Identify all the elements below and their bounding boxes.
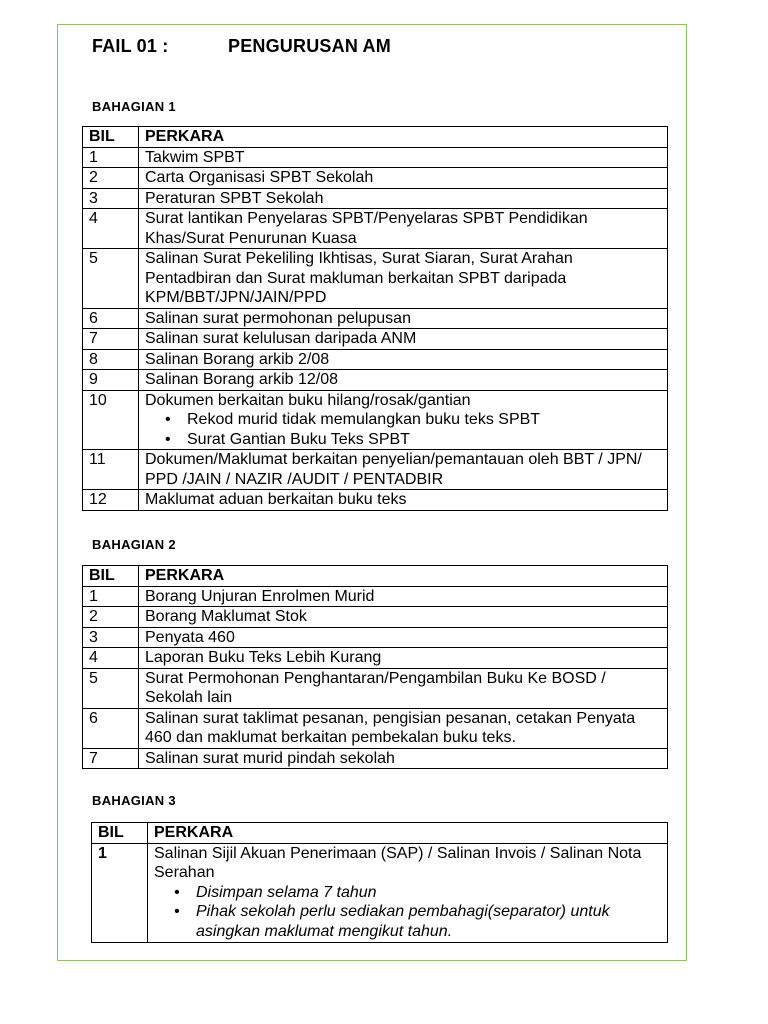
- row-number: 3: [83, 627, 139, 648]
- table-row: [83, 490, 668, 511]
- row-cell: [139, 390, 668, 450]
- row-number: 6: [83, 708, 139, 748]
- table-row: [83, 668, 668, 708]
- bullet-list: [154, 883, 661, 942]
- row-text: Peraturan SPBT Sekolah: [139, 188, 668, 209]
- table-row: [83, 390, 668, 450]
- row-number: 12: [83, 490, 139, 511]
- row-number: 11: [83, 450, 139, 490]
- table-header-row: [83, 566, 668, 587]
- bullet-list: [145, 410, 661, 449]
- row-text: Maklumat aduan berkaitan buku teks: [139, 490, 668, 511]
- row-text: Penyata 460: [139, 627, 668, 648]
- row-number: 1: [83, 586, 139, 607]
- row-text: Takwim SPBT: [139, 147, 668, 168]
- row-number: 1: [83, 147, 139, 168]
- list-item: • Disimpan selama 7 tahun: [174, 883, 661, 903]
- row-number: 5: [83, 249, 139, 309]
- row-number: 9: [83, 370, 139, 391]
- table-row: [92, 843, 668, 943]
- table-row: [83, 249, 668, 309]
- row-text: Salinan surat permohonan pelupusan: [139, 308, 668, 329]
- table-row: [83, 607, 668, 628]
- row-number: 7: [83, 748, 139, 769]
- document-title: [92, 36, 391, 57]
- table-row: [83, 450, 668, 490]
- row-number: 2: [83, 168, 139, 189]
- row-text: Surat lantikan Penyelaras SPBT/Penyelaras SPBT Pendidikan Khas/Surat Penurunan Kuasa: [139, 209, 668, 249]
- row-text: Salinan Sijil Akuan Penerimaan (SAP) / Salinan Invois / Salinan Nota Serahan: [154, 844, 642, 881]
- list-item: • Rekod murid tidak memulangkan buku teks SPBT: [165, 410, 661, 430]
- table-row: [83, 349, 668, 370]
- row-number: 5: [83, 668, 139, 708]
- row-number: 10: [83, 390, 139, 450]
- table-row: [83, 708, 668, 748]
- row-text: Dokumen berkaitan buku hilang/rosak/gantian: [145, 391, 471, 409]
- row-number: 8: [83, 349, 139, 370]
- table-row: [83, 627, 668, 648]
- column-header-bil: BIL: [83, 127, 139, 148]
- table-bahagian-2: [82, 565, 668, 769]
- table-header-row: [83, 127, 668, 148]
- table-row: [83, 370, 668, 391]
- row-text: Salinan surat murid pindah sekolah: [139, 748, 668, 769]
- row-text: Salinan Surat Pekeliling Ikhtisas, Surat Siaran, Surat Arahan Pentadbiran dan Surat makluman berkaitan SPBT daripada KPM/BBT/JPN/JAIN/PPD: [139, 249, 668, 309]
- row-number: 4: [83, 209, 139, 249]
- row-number: 1: [92, 843, 148, 943]
- row-text: Laporan Buku Teks Lebih Kurang: [139, 648, 668, 669]
- section-heading-2: BAHAGIAN 2: [92, 537, 176, 552]
- row-text: Salinan Borang arkib 2/08: [139, 349, 668, 370]
- list-item: • Pihak sekolah perlu sediakan pembahagi(separator) untuk asingkan maklumat mengikut tahun.: [174, 902, 661, 941]
- table-row: [83, 147, 668, 168]
- table-row: [83, 586, 668, 607]
- table-row: [83, 329, 668, 350]
- column-header-bil: BIL: [83, 566, 139, 587]
- row-number: 7: [83, 329, 139, 350]
- table-header-row: [92, 823, 668, 844]
- row-number: 6: [83, 308, 139, 329]
- column-header-perkara: PERKARA: [139, 127, 668, 148]
- table-bahagian-3: [91, 822, 668, 943]
- row-text: Salinan surat kelulusan daripada ANM: [139, 329, 668, 350]
- column-header-perkara: PERKARA: [148, 823, 668, 844]
- row-number: 4: [83, 648, 139, 669]
- table-bahagian-1: [82, 126, 668, 511]
- row-text: Salinan surat taklimat pesanan, pengisian pesanan, cetakan Penyata 460 dan maklumat berkaitan pembekalan buku teks.: [139, 708, 668, 748]
- table-row: [83, 308, 668, 329]
- row-text: Salinan Borang arkib 12/08: [139, 370, 668, 391]
- table-row: [83, 209, 668, 249]
- column-header-bil: BIL: [92, 823, 148, 844]
- table-row: [83, 648, 668, 669]
- row-text: Dokumen/Maklumat berkaitan penyelian/pemantauan oleh BBT / JPN/ PPD /JAIN / NAZIR /AUDIT / PENTADBIR: [139, 450, 668, 490]
- row-text: Borang Unjuran Enrolmen Murid: [139, 586, 668, 607]
- row-text: Carta Organisasi SPBT Sekolah: [139, 168, 668, 189]
- table-row: [83, 168, 668, 189]
- list-item: • Surat Gantian Buku Teks SPBT: [165, 430, 661, 450]
- table-row: [83, 188, 668, 209]
- row-text: Borang Maklumat Stok: [139, 607, 668, 628]
- row-number: 3: [83, 188, 139, 209]
- row-text: Surat Permohonan Penghantaran/Pengambilan Buku Ke BOSD / Sekolah lain: [139, 668, 668, 708]
- column-header-perkara: PERKARA: [139, 566, 668, 587]
- row-cell: [148, 843, 668, 943]
- section-heading-1: BAHAGIAN 1: [92, 99, 176, 114]
- file-subject: PENGURUSAN AM: [228, 36, 391, 56]
- table-row: [83, 748, 668, 769]
- file-number-label: FAIL 01 :: [92, 36, 169, 56]
- row-number: 2: [83, 607, 139, 628]
- section-heading-3: BAHAGIAN 3: [92, 793, 176, 808]
